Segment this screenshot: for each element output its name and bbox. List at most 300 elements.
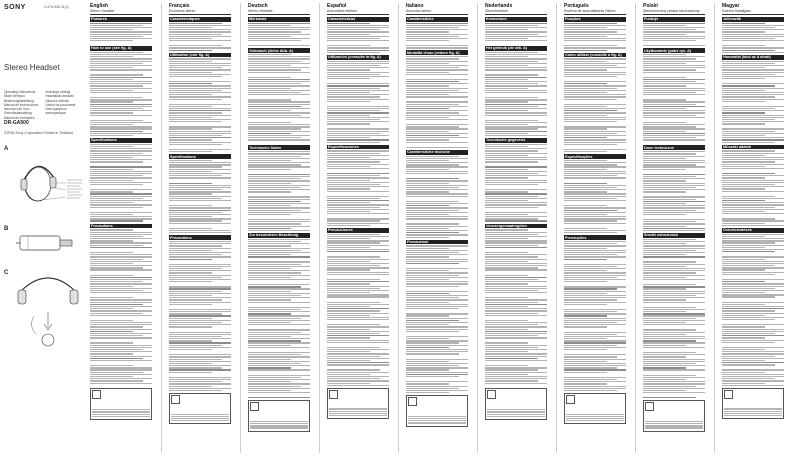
body-text-line <box>248 270 310 271</box>
body-text-line <box>327 27 389 28</box>
body-text-line <box>327 218 389 219</box>
body-text-line <box>722 286 784 287</box>
body-text-line <box>722 281 765 282</box>
body-text-line <box>643 279 705 280</box>
body-text-line <box>722 101 765 102</box>
body-text-line <box>564 169 607 170</box>
body-text-line <box>90 322 152 323</box>
crossed-bin-icon <box>645 402 654 411</box>
body-text-line <box>169 110 231 111</box>
body-text-line <box>248 45 310 46</box>
body-text-line <box>169 200 231 201</box>
body-text-line <box>248 228 291 229</box>
body-text-line <box>169 205 212 206</box>
body-text-line <box>722 92 784 93</box>
section-heading: Technische gegevens <box>485 138 547 143</box>
body-text-line <box>643 191 686 192</box>
body-text-line <box>643 264 705 265</box>
body-text-line <box>406 104 459 105</box>
body-text-line <box>327 47 389 48</box>
body-text-line <box>90 265 152 266</box>
body-text-line <box>90 216 152 217</box>
body-text-line <box>485 277 547 278</box>
body-text-line <box>327 36 389 37</box>
paragraph-gap <box>722 253 784 255</box>
body-text-line <box>722 240 784 241</box>
body-text-line <box>327 281 389 282</box>
body-text-line <box>722 290 784 291</box>
body-text-line <box>169 309 231 310</box>
body-text-line <box>327 337 370 338</box>
body-text-line <box>169 112 222 113</box>
body-text-line <box>485 376 547 377</box>
body-text-line <box>327 294 389 295</box>
body-text-line <box>643 203 686 204</box>
body-text-line <box>722 317 784 318</box>
body-text-line <box>485 212 547 213</box>
body-text-line <box>248 31 301 32</box>
body-text-line <box>564 40 626 41</box>
body-text-line <box>248 176 310 177</box>
body-text-line <box>564 115 607 116</box>
body-text-line <box>248 359 291 360</box>
body-text-line <box>564 377 626 378</box>
body-text-line <box>169 315 231 316</box>
body-text-line <box>485 265 547 266</box>
body-text-line <box>406 365 459 366</box>
paragraph-gap <box>643 171 705 173</box>
body-text-line <box>643 268 705 269</box>
disposal-notice-box <box>90 388 152 420</box>
body-text-line <box>722 342 775 343</box>
body-text-line <box>248 25 291 26</box>
body-text-line <box>327 52 380 53</box>
body-text-line <box>169 81 231 82</box>
body-text-line <box>485 263 547 264</box>
section-heading: Precauciones <box>327 228 389 233</box>
body-text-line <box>564 193 626 194</box>
body-text-line <box>90 349 143 350</box>
body-text-line <box>643 252 705 253</box>
body-text-line <box>485 234 538 235</box>
body-text-line <box>485 245 538 246</box>
paragraph-gap <box>90 340 152 342</box>
body-text-line <box>722 202 784 203</box>
body-text-line <box>406 189 468 190</box>
body-text-line <box>406 180 468 181</box>
body-text-line <box>564 383 607 384</box>
body-text-line <box>169 336 222 337</box>
body-text-line <box>169 216 212 217</box>
body-text-line <box>406 137 468 138</box>
body-text-line <box>406 286 459 287</box>
body-text-line <box>248 302 310 303</box>
body-text-line <box>485 135 547 136</box>
body-text-line <box>90 58 152 59</box>
body-text-line <box>485 120 538 121</box>
body-text-line <box>564 230 626 231</box>
section-heading: Használat (lásd az A ábrát) <box>722 55 784 60</box>
paragraph-gap <box>406 76 468 78</box>
body-text-line <box>408 418 466 419</box>
body-text-line <box>485 34 538 35</box>
body-text-line <box>406 293 449 294</box>
copyright-line: ©2016 Sony Corporation Printed in Thailand <box>4 131 73 135</box>
paragraph-gap <box>564 351 626 353</box>
body-text-line <box>90 126 152 127</box>
body-text-line <box>90 110 152 111</box>
body-text-line <box>645 427 703 428</box>
body-text-line <box>169 83 212 84</box>
body-text-line <box>90 299 152 300</box>
body-text-line <box>90 144 152 145</box>
body-text-line <box>408 422 466 423</box>
body-text-line <box>406 329 468 330</box>
body-text-line <box>722 353 784 354</box>
body-text-line <box>564 309 626 310</box>
paragraph-gap <box>564 329 626 331</box>
body-text-line <box>169 144 222 145</box>
body-text-line <box>90 204 152 205</box>
body-text-line <box>564 23 617 24</box>
paragraph-gap <box>90 317 152 319</box>
body-text-line <box>564 137 607 138</box>
body-text-line <box>643 169 686 170</box>
body-text-line <box>564 347 626 348</box>
body-text-line <box>248 272 301 273</box>
body-text-line <box>722 119 775 120</box>
body-text-line <box>722 61 784 62</box>
section-heading: Kenmerken <box>485 17 547 22</box>
paragraph-gap <box>485 294 547 296</box>
body-text-line <box>90 331 133 332</box>
column-title: Français <box>169 3 190 9</box>
body-text-line <box>169 90 222 91</box>
paragraph-gap <box>722 344 784 346</box>
body-text-line <box>722 337 765 338</box>
body-text-line <box>564 61 607 62</box>
body-text-line <box>90 169 133 170</box>
body-text-line <box>722 186 784 187</box>
paragraph-gap <box>406 175 468 177</box>
body-text-line <box>406 324 449 325</box>
body-text-line <box>406 216 468 217</box>
body-text-line <box>327 256 380 257</box>
column-subtitle: Stereofoniczny zestaw słuchawkowy <box>643 9 705 15</box>
body-text-line <box>327 335 389 336</box>
body-text-line <box>722 256 784 257</box>
body-text-line <box>169 272 212 273</box>
body-text-line <box>564 198 617 199</box>
body-text-line <box>564 326 607 327</box>
body-text-line <box>485 292 547 293</box>
body-text-line <box>564 139 626 140</box>
column-subtitle: Sistema de auscultadores Stereo <box>564 9 626 15</box>
body-text-line <box>722 211 765 212</box>
body-text-line <box>90 193 152 194</box>
body-text-line <box>485 74 538 75</box>
body-text-line <box>485 351 528 352</box>
disposal-notice-box <box>327 388 389 420</box>
body-text-line <box>248 286 301 287</box>
body-text-line <box>564 50 607 51</box>
body-text-line <box>406 67 459 68</box>
body-text-line <box>485 124 528 125</box>
body-text-line <box>643 133 705 134</box>
body-text-line <box>564 74 626 75</box>
body-text-line <box>248 77 291 78</box>
paragraph-gap <box>643 349 705 351</box>
body-text-line <box>248 110 291 111</box>
body-text-line <box>169 31 231 32</box>
body-text-line <box>564 210 617 211</box>
body-text-line <box>248 252 310 253</box>
body-text-line <box>722 85 775 86</box>
language-list <box>4 90 84 120</box>
body-text-line <box>485 173 538 174</box>
body-text-line <box>485 247 547 248</box>
body-text-line <box>327 347 380 348</box>
body-text-line <box>406 187 459 188</box>
body-text-line <box>643 38 705 39</box>
body-text-line <box>248 106 301 107</box>
body-text-line <box>329 413 387 414</box>
body-text-line <box>90 29 133 30</box>
body-text-line <box>90 150 152 151</box>
language-column <box>327 3 389 453</box>
crossed-bin-icon <box>487 390 496 399</box>
column-title: Deutsch <box>248 3 268 9</box>
body-text-line <box>90 288 152 289</box>
paragraph-gap <box>722 299 784 301</box>
body-text-line <box>722 238 784 239</box>
paragraph-gap <box>248 259 310 261</box>
body-text-line <box>248 268 291 269</box>
body-text-line <box>248 221 310 222</box>
section-heading: Précautions <box>169 235 231 240</box>
body-text-line <box>248 90 310 91</box>
body-text-line <box>248 124 310 125</box>
paragraph-gap <box>722 103 784 105</box>
body-text-line <box>327 236 389 237</box>
disposal-notice-box <box>248 400 310 432</box>
body-text-line <box>485 238 528 239</box>
body-text-line <box>169 275 231 276</box>
body-text-line <box>564 332 626 333</box>
body-text-line <box>643 223 705 224</box>
body-text-line <box>643 379 686 380</box>
body-text-line <box>564 164 617 165</box>
body-text-line <box>643 275 705 276</box>
body-text-line <box>722 378 775 379</box>
column-title: Polski <box>643 3 658 9</box>
body-text-line <box>564 349 607 350</box>
body-text-line <box>722 385 784 386</box>
body-text-line <box>248 174 310 175</box>
paragraph-gap <box>564 261 626 263</box>
body-text-line <box>564 372 607 373</box>
body-text-line <box>643 207 705 208</box>
body-text-line <box>406 349 468 350</box>
body-text-line <box>169 45 222 46</box>
body-text-line <box>248 293 310 294</box>
body-text-line <box>406 23 468 24</box>
paragraph-gap <box>564 225 626 227</box>
body-text-line <box>722 94 784 95</box>
body-text-line <box>643 104 696 105</box>
body-text-line <box>90 124 133 125</box>
body-text-line <box>564 291 626 292</box>
body-text-line <box>564 151 607 152</box>
body-text-line <box>90 304 143 305</box>
body-text-line <box>566 416 624 417</box>
body-text-line <box>564 104 626 105</box>
body-text-line <box>643 137 696 138</box>
body-text-line <box>406 291 468 292</box>
body-text-line <box>564 144 617 145</box>
body-text-line <box>327 351 370 352</box>
body-text-line <box>487 411 545 412</box>
body-text-line <box>564 367 617 368</box>
body-text-line <box>248 315 310 316</box>
section-heading: Features <box>90 17 152 22</box>
body-text-line <box>327 324 380 325</box>
body-text-line <box>485 283 528 284</box>
body-text-line <box>327 220 380 221</box>
body-text-line <box>169 117 212 118</box>
body-text-line <box>406 36 459 37</box>
body-text-line <box>327 302 380 303</box>
paragraph-gap <box>722 276 784 278</box>
body-text-line <box>90 269 152 270</box>
body-text-line <box>485 115 547 116</box>
body-text-line <box>406 252 459 253</box>
body-text-line <box>169 187 231 188</box>
column-divider <box>635 3 636 453</box>
body-text-line <box>327 213 389 214</box>
body-text-line <box>327 76 389 77</box>
body-text-line <box>90 128 152 129</box>
section-heading: Caratteristiche tecniche <box>406 150 468 155</box>
body-text-line <box>722 306 784 307</box>
body-text-line <box>406 147 468 148</box>
body-text-line <box>169 338 231 339</box>
paragraph-gap <box>722 215 784 217</box>
body-text-line <box>90 367 152 368</box>
body-text-line <box>90 173 152 174</box>
body-text-line <box>564 121 617 122</box>
column-title: English <box>90 3 109 9</box>
body-text-line <box>722 369 784 370</box>
body-text-line <box>485 23 547 24</box>
body-text-line <box>722 324 784 325</box>
body-text-line <box>564 338 607 339</box>
body-text-line <box>169 135 222 136</box>
body-text-line <box>90 240 133 241</box>
body-text-line <box>564 297 626 298</box>
body-text-line <box>248 275 310 276</box>
body-text-line <box>643 243 686 244</box>
body-text-line <box>406 336 468 337</box>
body-text-line <box>248 361 310 362</box>
body-text-line <box>564 322 617 323</box>
section-heading: Voorzorgsmaatregelen <box>485 224 547 229</box>
body-text-line <box>408 416 466 417</box>
body-text-line <box>248 248 310 249</box>
body-text-line <box>90 320 133 321</box>
body-text-line <box>169 279 231 280</box>
body-text-line <box>248 297 310 298</box>
body-text-line <box>485 77 547 78</box>
body-text-line <box>722 335 784 336</box>
body-text-line <box>722 274 775 275</box>
paragraph-gap <box>564 101 626 103</box>
paragraph-gap <box>90 249 152 251</box>
body-text-line <box>169 133 231 134</box>
body-text-line <box>327 265 380 266</box>
body-text-line <box>169 277 222 278</box>
body-text-line <box>248 65 291 66</box>
body-text-line <box>169 104 231 105</box>
body-text-line <box>327 349 389 350</box>
paragraph-gap <box>485 117 547 119</box>
body-text-line <box>406 27 459 28</box>
body-text-line <box>327 157 370 158</box>
body-text-line <box>722 196 775 197</box>
paragraph-gap <box>327 126 389 128</box>
body-text-line <box>169 191 231 192</box>
body-text-line <box>722 142 775 143</box>
body-text-line <box>327 378 380 379</box>
body-text-line <box>327 101 370 102</box>
body-text-line <box>406 171 468 172</box>
body-text-line <box>90 383 152 384</box>
body-text-line <box>90 267 143 268</box>
body-text-line <box>643 56 705 57</box>
body-text-line <box>564 108 626 109</box>
body-text-line <box>643 302 705 303</box>
section-heading: Como utilizar (consulte a fig. A) <box>564 53 626 58</box>
body-text-line <box>643 241 705 242</box>
body-text-line <box>485 337 547 338</box>
body-text-line <box>406 65 468 66</box>
body-text-line <box>722 191 784 192</box>
body-text-line <box>564 369 626 370</box>
body-text-line <box>643 347 705 348</box>
body-text-line <box>406 223 459 224</box>
body-text-line <box>90 335 143 336</box>
body-text-line <box>564 250 626 251</box>
body-text-line <box>90 315 152 316</box>
body-text-line <box>406 29 468 30</box>
body-text-line <box>643 336 705 337</box>
body-text-line <box>722 247 765 248</box>
body-text-line <box>248 223 301 224</box>
body-text-line <box>169 193 212 194</box>
body-text-line <box>169 207 231 208</box>
body-text-line <box>90 234 152 235</box>
body-text-line <box>722 259 765 260</box>
body-text-line <box>643 189 705 190</box>
body-text-line <box>90 74 143 75</box>
body-text-line <box>406 135 459 136</box>
paragraph-gap <box>327 215 389 217</box>
column-divider <box>556 3 557 453</box>
body-text-line <box>248 117 310 118</box>
body-text-line <box>248 354 301 355</box>
body-text-line <box>564 279 626 280</box>
body-text-line <box>564 191 607 192</box>
